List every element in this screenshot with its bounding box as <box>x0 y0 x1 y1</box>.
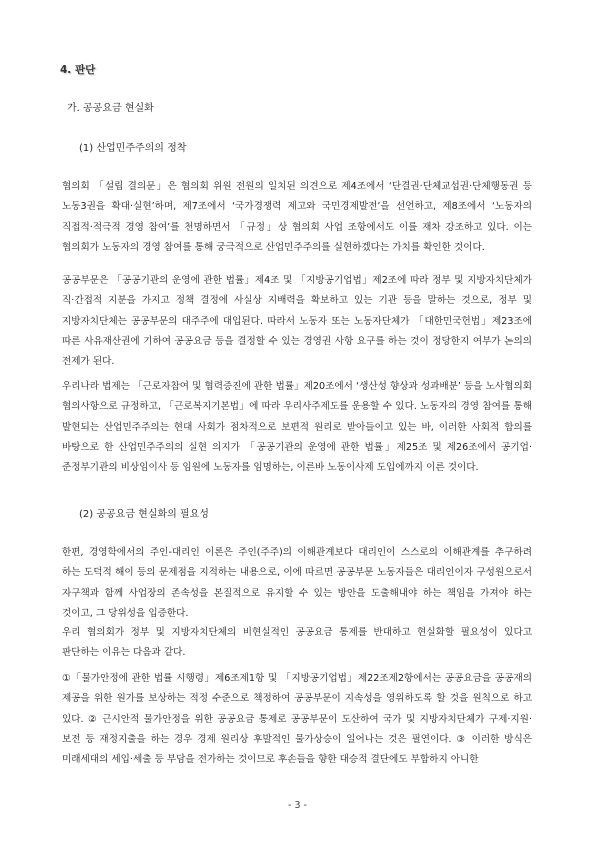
item-title-public-rate-realization: (2) 공공요금 현실화의 필요성 <box>79 509 209 520</box>
paragraph: 우리나라 법제는 「근로자참여 및 협력증진에 관한 법률」제20조에서 ‘생산성 향상과 성과배분’ 등을 노사협의회 협의사항으로 규정하고, 「근로복지기본법」에 따라 우리사주제도를 운용할 수 있다. 노동자의 경영 참여를 통해 발현되는 산업민주주의는 현대 사회가 점차적으로 보편적 원리로 받아들이고 있는 바, 이러한 사회적 합의를 바탕으로 한 산업민주주의의 실현 의지가 「공공기관의 운영에 관한 법률」제25조 및 제26조에서 공기업·준정부기관의 비상임이사 등 임원에 노동자를 임명하는, 이른바 노동이사제 도입에까지 이른 것이다. <box>62 381 532 474</box>
subsection-title: 가. 공공요금 현실화 <box>67 103 154 114</box>
paragraph: 공공부문은 「공공기관의 운영에 관한 법률」제4조 및 「지방공기업법」제2조에 따라 정부 및 지방자치단체가 직·간접적 지분을 가지고 정책 결정에 사실상 지배력을 확보하고 있는 기관 등을 말하는 것으로, 정부 및 지방자치단체는 공공부문의 대주주에 대입된다. 따라서 노동자 또는 노동자단체가 「대한민국헌법」제23조에 따른 사유재산권에 기하여 공공요금 등을 결정할 수 있는 경영권 사항 요구를 하는 것이 정당한지 여부가 논의의 전제가 된다. <box>62 275 532 368</box>
paragraph: 우리 협의회가 정부 및 지방자치단체의 비현실적인 공공요금 통제를 반대하고 현실화할 필요성이 있다고 판단하는 이유는 다음과 같다. <box>62 627 532 659</box>
paragraph: 협의회 「설립 결의문」은 협의회 위원 전원의 일치된 의견으로 제4조에서 ‘단결권·단체교섭권·단체행동권 등 노동3권을 확대·실현’하며, 제7조에서 ‘국가경쟁력 제고와 국민경제발전’을 선언하고, 제8조에서 ‘노동자의 직접적·적극적 경영 참여’를 천명하면서 「규정」상 협의회 사업 조항에서도 이를 재차 강조하고 있다. 이는 협의회가 노동자의 경영 참여를 통해 궁극적으로 산업민주주의를 실현하겠다는 가치를 확인한 것이다. <box>62 181 532 253</box>
paragraph: ①「물가안정에 관한 법률 시행령」제6조제1항 및 「지방공기업법」제22조제2항에서는 공공요금을 공공재의 제공을 위한 원가를 보상하는 적정 수준으로 책정하여 공공부문이 지속성을 영위하도록 할 것을 원칙으로 하고 있다. ② 근시안적 물가안정을 위한 공공요금 통제로 공공부문이 도산하여 국가 및 지방자치단체가 구제·지원·보전 등 재정지출을 하는 경우 경제 원리상 후발적인 물가상승이 일어나는 것은 필연이다. ③ 이러한 방식은 미래세대의 세입·세출 등 부담을 전가하는 것이므로 후손들을 향한 대승적 결단에도 부합하지 아니한 <box>62 673 532 766</box>
section-heading: 4. 판단 <box>60 64 96 76</box>
page-number: - 3 - <box>288 800 307 811</box>
paragraph: 한편, 경영학에서의 주인-대리인 이론은 주인(주주)의 이해관계보다 대리인이 스스로의 이해관계를 추구하려 하는 도덕적 해이 등의 문제점을 지적하는 내용으로, 이에 따르면 공공부문 노동자들은 대리인이자 구성원으로서 자구책과 함께 사업장의 존속성을 본질적으로 유지할 수 있는 방안을 도출해내야 하는 책임을 가져야 하는 것이고, 그 당위성을 입증한다. <box>62 547 532 619</box>
item-title-industrial-democracy: (1) 산업민주주의의 정착 <box>79 143 187 154</box>
